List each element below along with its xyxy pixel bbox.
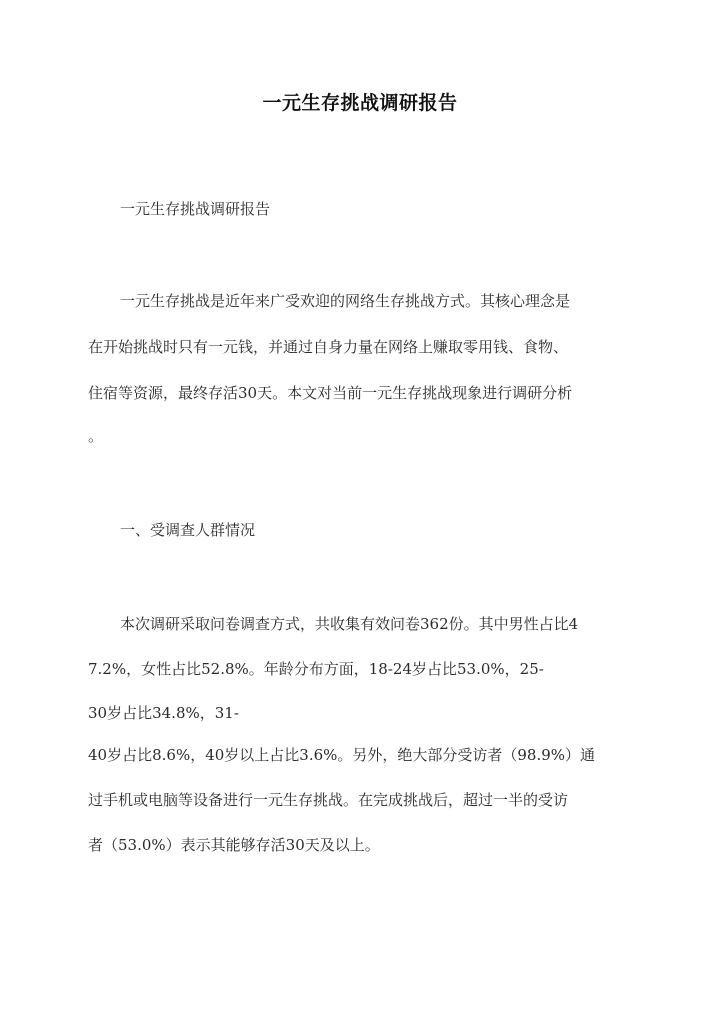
intro-line-2: 在开始挑战时只有一元钱，并通过自身力量在网络上赚取零用钱、食物、: [88, 338, 569, 356]
section-1-heading: 一、受调查人群情况: [120, 521, 256, 539]
intro-line-4: 。: [88, 427, 104, 445]
intro-line-1: 一元生存挑战是近年来广受欢迎的网络生存挑战方式。其核心理念是: [120, 292, 571, 310]
section-1-line-1: 本次调研采取问卷调查方式，共收集有效问卷362份。其中男性占比4: [120, 615, 579, 633]
section-1-line-5: 过手机或电脑等设备进行一元生存挑战。在完成挑战后，超过一半的受访: [88, 791, 569, 809]
section-1-line-2: 7.2%，女性占比52.8%。年龄分布方面，18-24岁占比53.0%，25-: [88, 660, 544, 678]
section-1-line-6: 者（53.0%）表示其能够存活30天及以上。: [88, 836, 380, 854]
section-1-line-4: 40岁占比8.6%，40岁以上占比3.6%。另外，绝大部分受访者（98.9%）通: [88, 746, 596, 764]
intro-line-3: 住宿等资源，最终存活30天。本文对当前一元生存挑战现象进行调研分析: [88, 384, 573, 402]
subtitle: 一元生存挑战调研报告: [120, 200, 271, 218]
document-title: 一元生存挑战调研报告: [262, 92, 458, 114]
section-1-line-3: 30岁占比34.8%，31-: [88, 704, 239, 722]
